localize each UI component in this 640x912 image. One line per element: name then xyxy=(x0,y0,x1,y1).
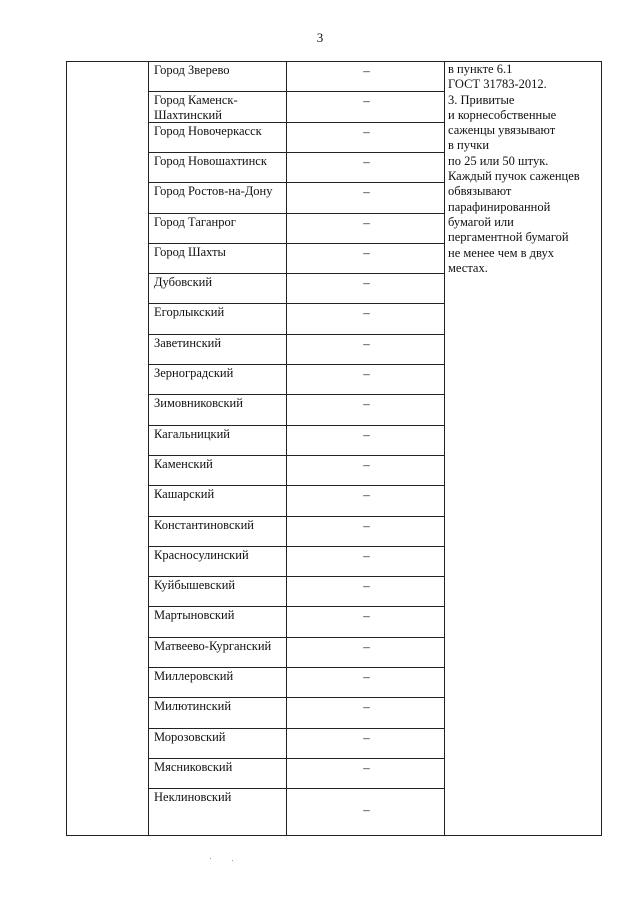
table-cell-district: Город Новошахтинск xyxy=(154,153,267,168)
table-cell-value: – xyxy=(363,275,370,291)
row-divider xyxy=(148,425,445,426)
table-cell-district: Кашарский xyxy=(154,487,215,502)
table-cell-value: – xyxy=(363,802,370,818)
row-divider xyxy=(148,334,445,335)
table-cell-value: – xyxy=(363,547,370,563)
table-cell-value: – xyxy=(363,638,370,654)
row-divider xyxy=(148,637,445,638)
table-cell-district: Город Таганрог xyxy=(154,214,236,229)
scan-speck xyxy=(232,860,233,861)
note-line: по 25 или 50 штук. xyxy=(448,153,549,168)
row-divider xyxy=(148,122,445,123)
table-cell-district: Неклиновский xyxy=(154,790,232,805)
row-divider xyxy=(148,516,445,517)
table-cell-value: – xyxy=(363,729,370,745)
note-line: в пучки xyxy=(448,138,490,153)
note-line: парафинированной xyxy=(448,199,551,214)
table-cell-district: Город Зверево xyxy=(154,63,230,77)
column-divider-2 xyxy=(286,61,287,836)
scan-speck xyxy=(210,858,211,859)
table-cell-value: – xyxy=(363,608,370,624)
note-line: местах. xyxy=(448,260,488,275)
table-cell-value: – xyxy=(363,456,370,472)
table-cell-district: Морозовский xyxy=(154,729,226,744)
table-cell-district: Матвеево-Курганский xyxy=(154,638,272,653)
row-divider xyxy=(148,213,445,214)
table-cell-value: – xyxy=(363,63,370,78)
table-cell-district: Зерноградский xyxy=(154,366,234,380)
table-cell-district: Город Новочеркасск xyxy=(154,123,262,138)
table-cell-value: – xyxy=(363,335,370,351)
table-cell-district: Мартыновский xyxy=(154,608,235,623)
row-divider xyxy=(148,606,445,607)
table-cell-district: Каменский xyxy=(154,456,213,471)
note-line: в пункте 6.1 xyxy=(448,62,513,76)
row-divider xyxy=(148,546,445,547)
note-line: пергаментной бумагой xyxy=(448,230,569,245)
table-cell-district: Красносулинский xyxy=(154,547,249,562)
row-divider xyxy=(148,788,445,789)
table-cell-value: – xyxy=(363,184,370,200)
note-line: обвязывают xyxy=(448,184,512,199)
table-border-left xyxy=(66,61,67,836)
note-line: и корнесобственные xyxy=(448,107,557,122)
table-cell-district: Миллеровский xyxy=(154,669,234,683)
table-cell-district: Егорлыкский xyxy=(154,305,225,320)
note-line: не менее чем в двух xyxy=(448,245,554,260)
row-divider xyxy=(148,697,445,698)
row-divider xyxy=(148,667,445,668)
row-divider xyxy=(148,303,445,304)
table-cell-value: – xyxy=(363,578,370,594)
table-cell-district: Кагальницкий xyxy=(154,426,230,441)
row-divider xyxy=(148,576,445,577)
row-divider xyxy=(148,243,445,244)
table-cell-value: – xyxy=(363,699,370,715)
row-divider xyxy=(148,182,445,183)
page-number: 3 xyxy=(316,30,324,45)
table-border-bottom xyxy=(66,835,602,836)
row-divider xyxy=(148,394,445,395)
table-cell-district: Константиновский xyxy=(154,517,254,532)
table-cell-district: Зимовниковский xyxy=(154,396,243,411)
table-cell-value: – xyxy=(363,93,370,109)
row-divider xyxy=(148,91,445,92)
table-cell-district: Куйбышевский xyxy=(154,578,236,593)
document-table xyxy=(66,61,602,836)
row-divider xyxy=(148,455,445,456)
table-cell-district: Город Шахты xyxy=(154,244,226,259)
table-cell-district: Мясниковский xyxy=(154,759,233,774)
table-cell-value: – xyxy=(363,669,370,684)
table-cell-value: – xyxy=(363,426,370,442)
table-cell-district: Город Каменск-Шахтинский xyxy=(154,93,238,123)
row-divider xyxy=(148,728,445,729)
table-cell-value: – xyxy=(363,214,370,230)
table-cell-value: – xyxy=(363,366,370,381)
row-divider xyxy=(148,273,445,274)
row-divider xyxy=(148,758,445,759)
row-divider xyxy=(148,364,445,365)
row-divider xyxy=(148,152,445,153)
table-cell-value: – xyxy=(363,517,370,533)
row-divider xyxy=(148,485,445,486)
table-cell-value: – xyxy=(363,487,370,503)
table-cell-district: Милютинский xyxy=(154,699,232,714)
column-divider-3 xyxy=(444,61,445,836)
table-cell-district: Город Ростов-на-Дону xyxy=(154,184,273,199)
note-line: бумагой или xyxy=(448,214,514,229)
table-cell-value: – xyxy=(363,305,370,321)
table-cell-value: – xyxy=(363,244,370,260)
table-cell-value: – xyxy=(363,396,370,412)
table-border-right xyxy=(601,61,602,836)
note-line: Каждый пучок саженцев xyxy=(448,169,580,184)
packaging-note xyxy=(448,62,600,276)
table-cell-value: – xyxy=(363,123,370,139)
table-cell-district: Заветинский xyxy=(154,335,222,350)
table-cell-district: Дубовский xyxy=(154,275,213,290)
column-divider-1 xyxy=(148,61,149,836)
note-line: саженцы увязывают xyxy=(448,123,556,138)
note-line: 3. Привитые xyxy=(448,92,515,107)
note-line: ГОСТ 31783-2012. xyxy=(448,77,547,92)
table-cell-value: – xyxy=(363,759,370,775)
table-cell-value: – xyxy=(363,153,370,169)
